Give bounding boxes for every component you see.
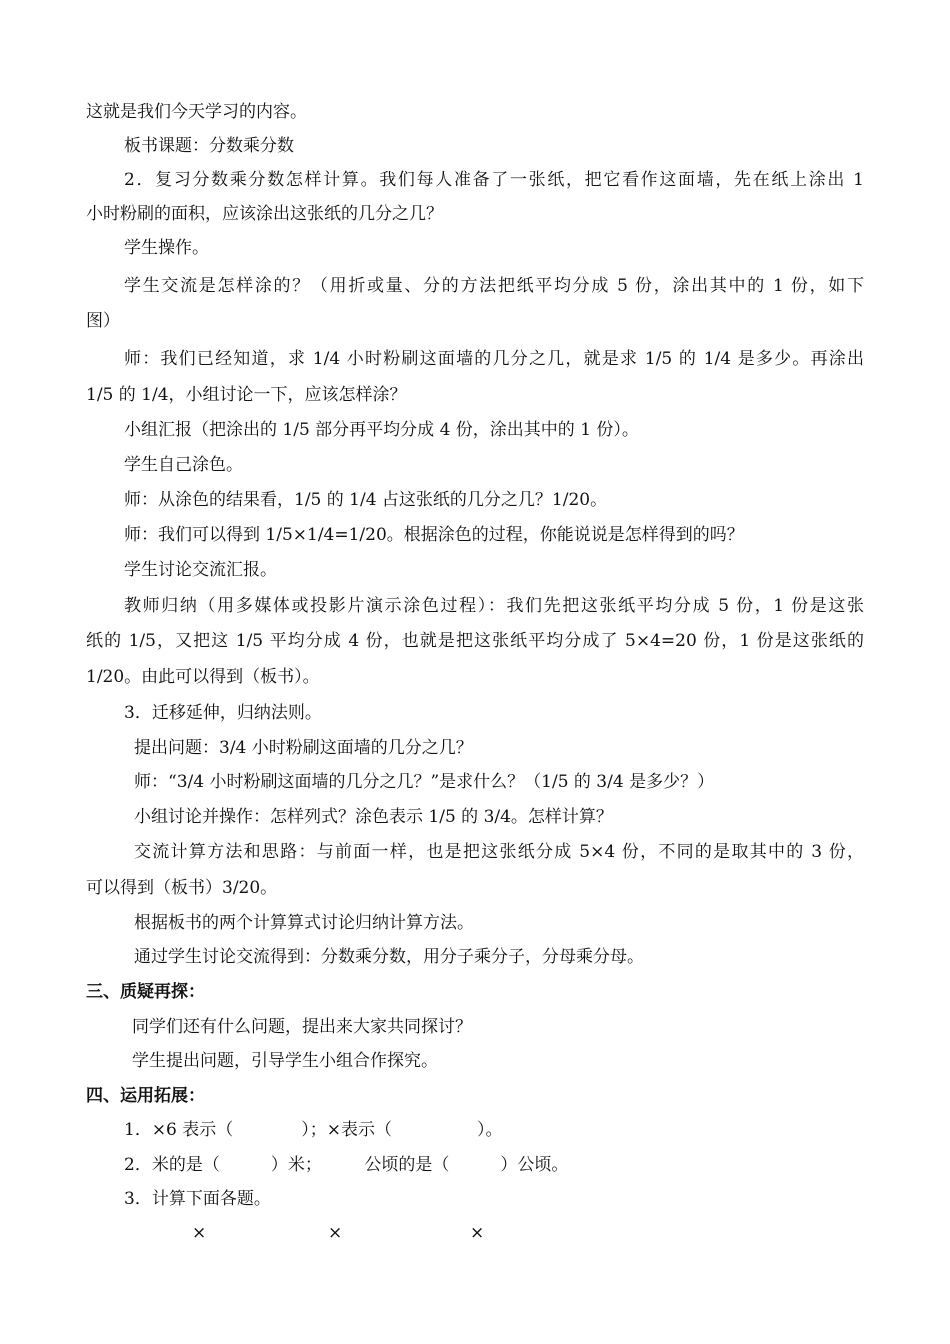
text-line: 通过学生讨论交流得到：分数乘分数，用分子乘分子，分母乘分母。 — [134, 947, 644, 967]
text-line: 纸的 1/5，又把这 1/5 平均分成 4 份，也就是把这张纸平均分成了 5×4=20 份，1 份是这张纸的 — [86, 631, 864, 651]
text-line: 2．复习分数乘分数怎样计算。我们每人准备了一张纸，把它看作这面墙，先在纸上涂出 1 — [124, 170, 864, 190]
section-heading: 三、质疑再探： — [86, 982, 205, 1002]
times-symbol: × — [470, 1223, 485, 1243]
text-line: 小组讨论并操作：怎样列式？涂色表示 1/5 的 3/4。怎样计算？ — [134, 807, 613, 827]
text-line: 小组汇报（把涂出的 1/5 部分再平均分成 4 份，涂出其中的 1 份）。 — [124, 420, 639, 440]
text-line: 根据板书的两个计算算式讨论归纳计算方法。 — [134, 913, 474, 933]
text-line: 这就是我们今天学习的内容。 — [86, 102, 307, 122]
text-line: 学生提出问题，引导学生小组合作探究。 — [132, 1051, 438, 1071]
text-line: 图） — [86, 311, 120, 331]
times-symbol: × — [328, 1223, 343, 1243]
text-line: 1/5 的 1/4，小组讨论一下，应该怎样涂？ — [86, 385, 407, 405]
text-line: 1．×6 表示（ ）；×表示（ ）。 — [124, 1120, 503, 1140]
text-line: 学生操作。 — [124, 238, 209, 258]
text-line: 3．迁移延伸，归纳法则。 — [124, 703, 322, 723]
text-line: 师：我们可以得到 1/5×1/4=1/20。根据涂色的过程，你能说说是怎样得到的吗？ — [124, 525, 744, 545]
text-line: 2．米的是（ ）米； 公顷的是（ ）公顷。 — [124, 1155, 569, 1175]
text-line: 学生自己涂色。 — [124, 455, 243, 475]
text-line: 交流计算方法和思路：与前面一样，也是把这张纸分成 5×4 份，不同的是取其中的 3 份， — [134, 842, 864, 862]
text-line: 师：“3/4 小时粉刷这面墙的几分之几？”是求什么？（1/5 的 3/4 是多少？） — [134, 772, 715, 792]
text-line: 师：从涂色的结果看，1/5 的 1/4 占这张纸的几分之几？1/20。 — [124, 490, 608, 510]
text-line: 提出问题：3/4 小时粉刷这面墙的几分之几？ — [134, 738, 473, 758]
text-line: 板书课题：分数乘分数 — [124, 136, 294, 156]
text-line: 学生交流是怎样涂的？（用折或量、分的方法把纸平均分成 5 份，涂出其中的 1 份，如下 — [124, 276, 864, 296]
times-symbol: × — [192, 1223, 207, 1243]
text-line: 小时粉刷的面积，应该涂出这张纸的几分之几？ — [86, 204, 443, 224]
text-line: 1/20。由此可以得到（板书）。 — [86, 667, 320, 687]
text-line: 3．计算下面各题。 — [124, 1189, 271, 1209]
text-line: 同学们还有什么问题，提出来大家共同探讨？ — [132, 1017, 472, 1037]
text-line: 师：我们已经知道，求 1/4 小时粉刷这面墙的几分之几，就是求 1/5 的 1/4 是多少。再涂出 — [124, 349, 864, 369]
section-heading: 四、运用拓展： — [86, 1086, 205, 1106]
text-line: 教师归纳（用多媒体或投影片演示涂色过程）：我们先把这张纸平均分成 5 份，1 份是这张 — [124, 596, 864, 616]
text-line: 学生讨论交流汇报。 — [124, 560, 277, 580]
text-line: 可以得到（板书）3/20。 — [86, 878, 278, 898]
